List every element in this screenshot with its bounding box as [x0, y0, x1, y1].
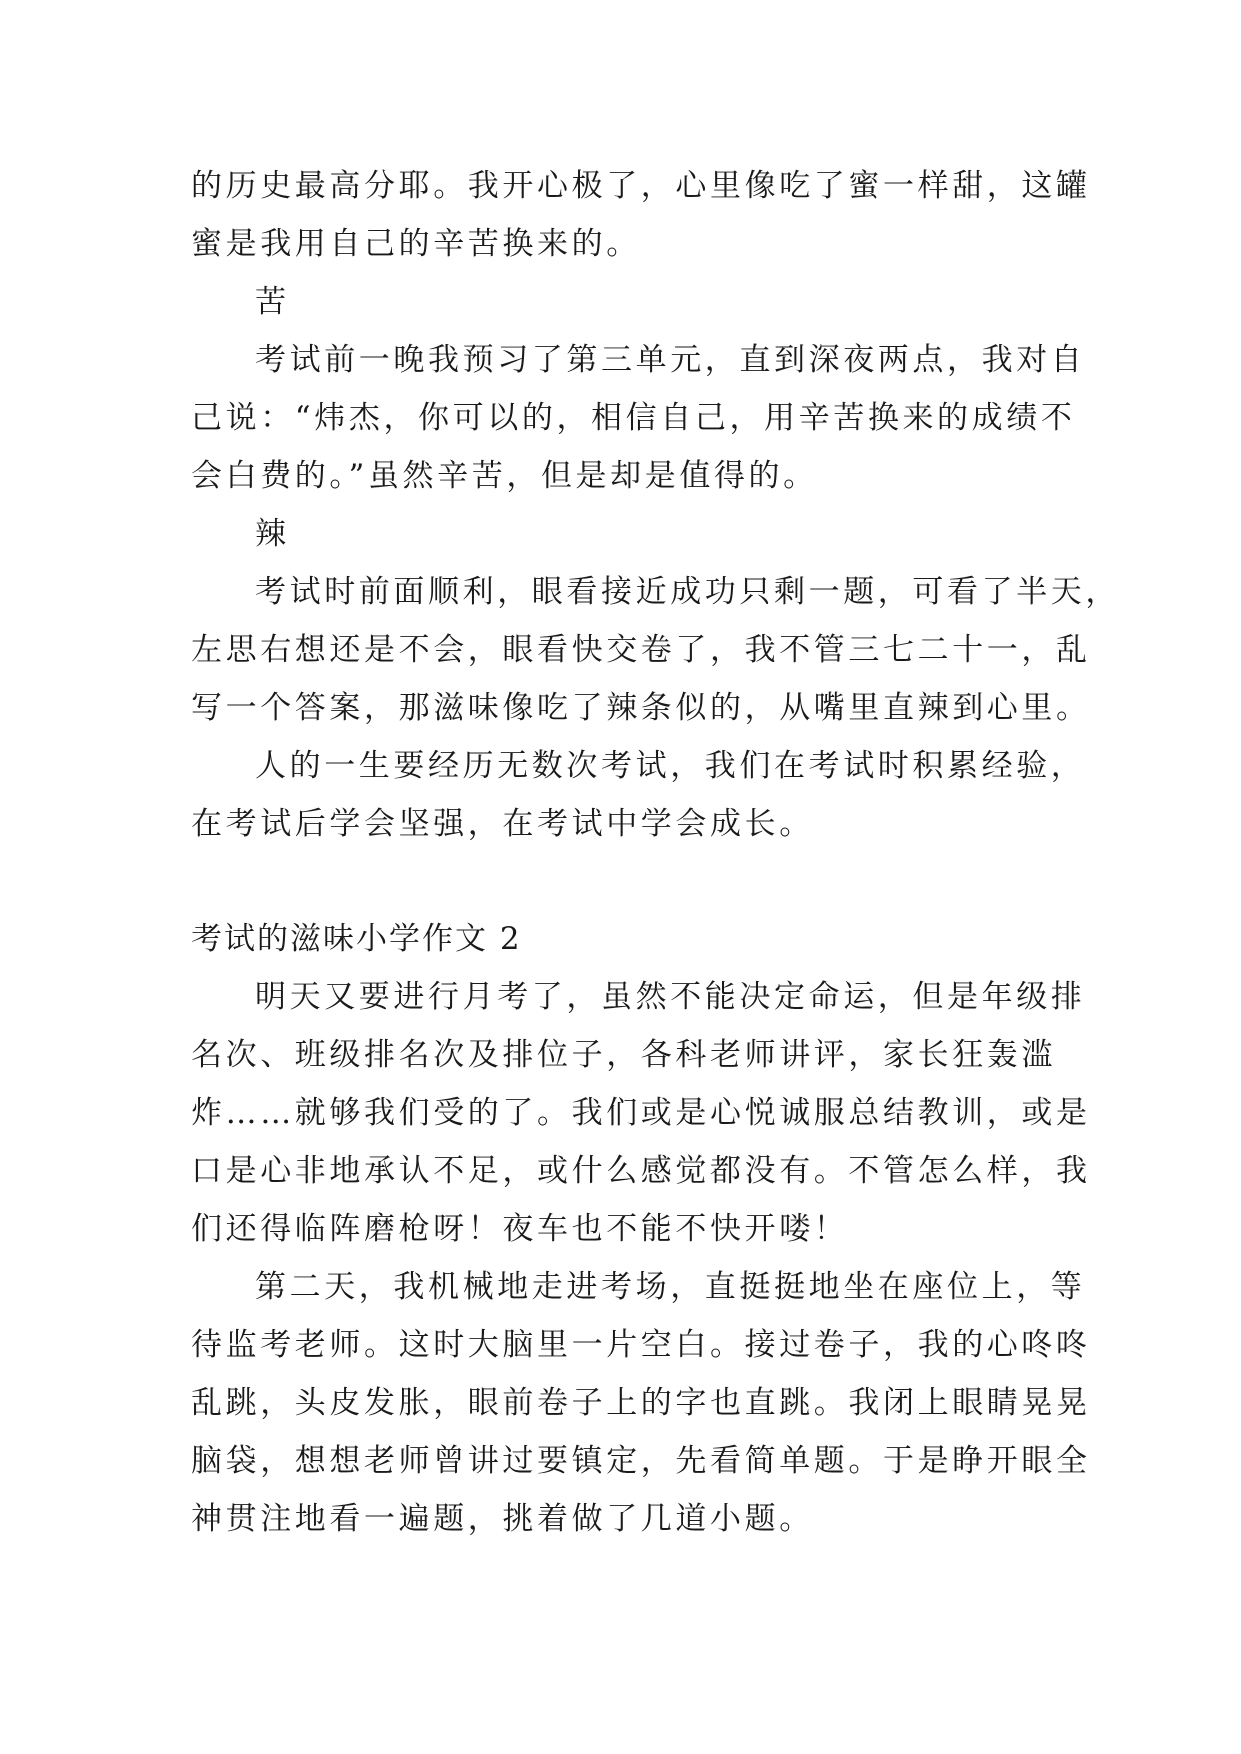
- body-text-line: 在考试后学会坚强，在考试中学会成长。: [191, 806, 814, 842]
- body-text-line: 名次、班级排名次及排位子，各科老师讲评，家长狂轰滥: [191, 1037, 1056, 1073]
- body-text-line: 待监考老师。这时大脑里一片空白。接过卷子，我的心咚咚: [191, 1327, 1091, 1363]
- body-text-line: 们还得临阵磨枪呀！夜车也不能不快开喽！: [191, 1211, 849, 1247]
- section-heading-bitter: 苦: [255, 284, 290, 320]
- body-text-line: 神贯注地看一遍题，挑着做了几道小题。: [191, 1501, 814, 1537]
- body-text-line: 炸……就够我们受的了。我们或是心悦诚服总结教训，或是: [191, 1095, 1091, 1131]
- body-text-line: 左思右想还是不会，眼看快交卷了，我不管三七二十一，乱: [191, 632, 1091, 668]
- article-title: 考试的滋味小学作文 2: [191, 921, 522, 957]
- body-text-line: 的历史最高分耶。我开心极了，心里像吃了蜜一样甜，这罐: [191, 168, 1091, 204]
- body-text-line: 第二天，我机械地走进考场，直挺挺地坐在座位上，等: [255, 1269, 1086, 1305]
- body-text-line: 乱跳，头皮发胀，眼前卷子上的字也直跳。我闭上眼睛晃晃: [191, 1385, 1091, 1421]
- body-text-line: 己说：“炜杰，你可以的，相信自己，用辛苦换来的成绩不: [191, 400, 1076, 436]
- body-text-line: 蜜是我用自己的辛苦换来的。: [191, 226, 641, 262]
- body-text-line: 写一个答案，那滋味像吃了辣条似的，从嘴里直辣到心里。: [191, 690, 1091, 726]
- body-text-line: 会白费的。”虽然辛苦，但是却是值得的。: [191, 458, 818, 494]
- body-text-line: 人的一生要经历无数次考试，我们在考试时积累经验，: [255, 748, 1086, 784]
- body-text-line: 脑袋，想想老师曾讲过要镇定，先看简单题。于是睁开眼全: [191, 1443, 1091, 1479]
- body-text-line: 考试时前面顺利，眼看接近成功只剩一题，可看了半天，: [255, 574, 1120, 610]
- section-heading-spicy: 辣: [255, 516, 290, 552]
- body-text-line: 明天又要进行月考了，虽然不能决定命运，但是年级排: [255, 979, 1086, 1015]
- body-text-line: 考试前一晚我预习了第三单元，直到深夜两点，我对自: [255, 342, 1086, 378]
- body-text-line: 口是心非地承认不足，或什么感觉都没有。不管怎么样，我: [191, 1153, 1091, 1189]
